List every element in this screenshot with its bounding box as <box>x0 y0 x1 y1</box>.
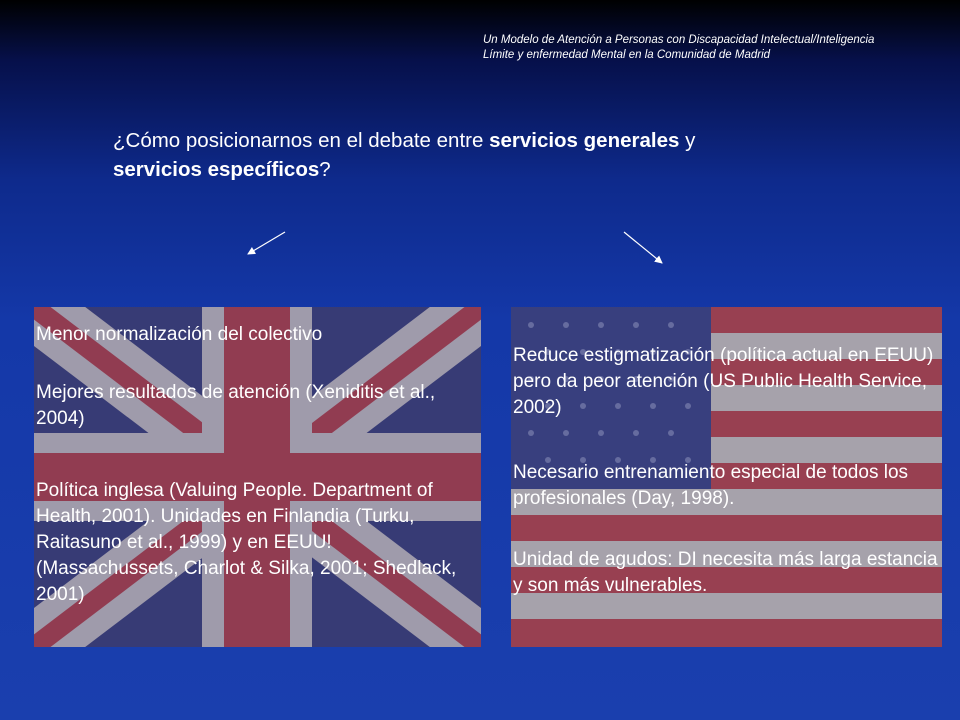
right-arrow-icon <box>624 232 662 263</box>
question-heading <box>113 126 833 184</box>
us-text-1: Reduce estigmatización (política actual en EEUU) pero da peor atención (US Public Health Service, 2002) <box>513 345 934 418</box>
us-text-2: Necesario entrenamiento especial de todos los profesionales (Day, 1998). <box>513 462 909 509</box>
question-bold-1: servicios generales <box>489 129 680 152</box>
question-text-1: ¿Cómo posicionarnos en el debate entre <box>113 129 490 152</box>
left-arrow-icon <box>248 232 285 254</box>
header-note-line-1: Un Modelo de Atención a Personas con Discapacidad Intelectual/Inteligencia <box>483 34 875 46</box>
uk-text-3: Política inglesa (Valuing People. Department of Health, 2001). Unidades en Finlandia (Turku, Raitasuno et al., 1999) y en EEUU! (Massachussets, Charlot & Silka, 2001; Shedlack, 2001) <box>36 480 457 605</box>
question-text-3: ? <box>319 158 331 181</box>
us-panel-text <box>511 307 942 647</box>
question-bold-2: servicios específicos <box>113 158 320 181</box>
uk-panel-text <box>34 307 481 647</box>
uk-text-1: Menor normalización del colectivo <box>36 324 323 345</box>
header-note <box>483 33 953 63</box>
us-flag-panel <box>511 307 942 647</box>
uk-flag-panel <box>34 307 481 647</box>
header-note-line-2: Límite y enfermedad Mental en la Comunidad de Madrid <box>483 49 771 61</box>
uk-text-2: Mejores resultados de atención (Xeniditis et al., 2004) <box>36 382 436 429</box>
question-text-2: y <box>679 129 696 152</box>
us-text-3: Unidad de agudos: DI necesita más larga estancia y son más vulnerables. <box>513 549 938 596</box>
